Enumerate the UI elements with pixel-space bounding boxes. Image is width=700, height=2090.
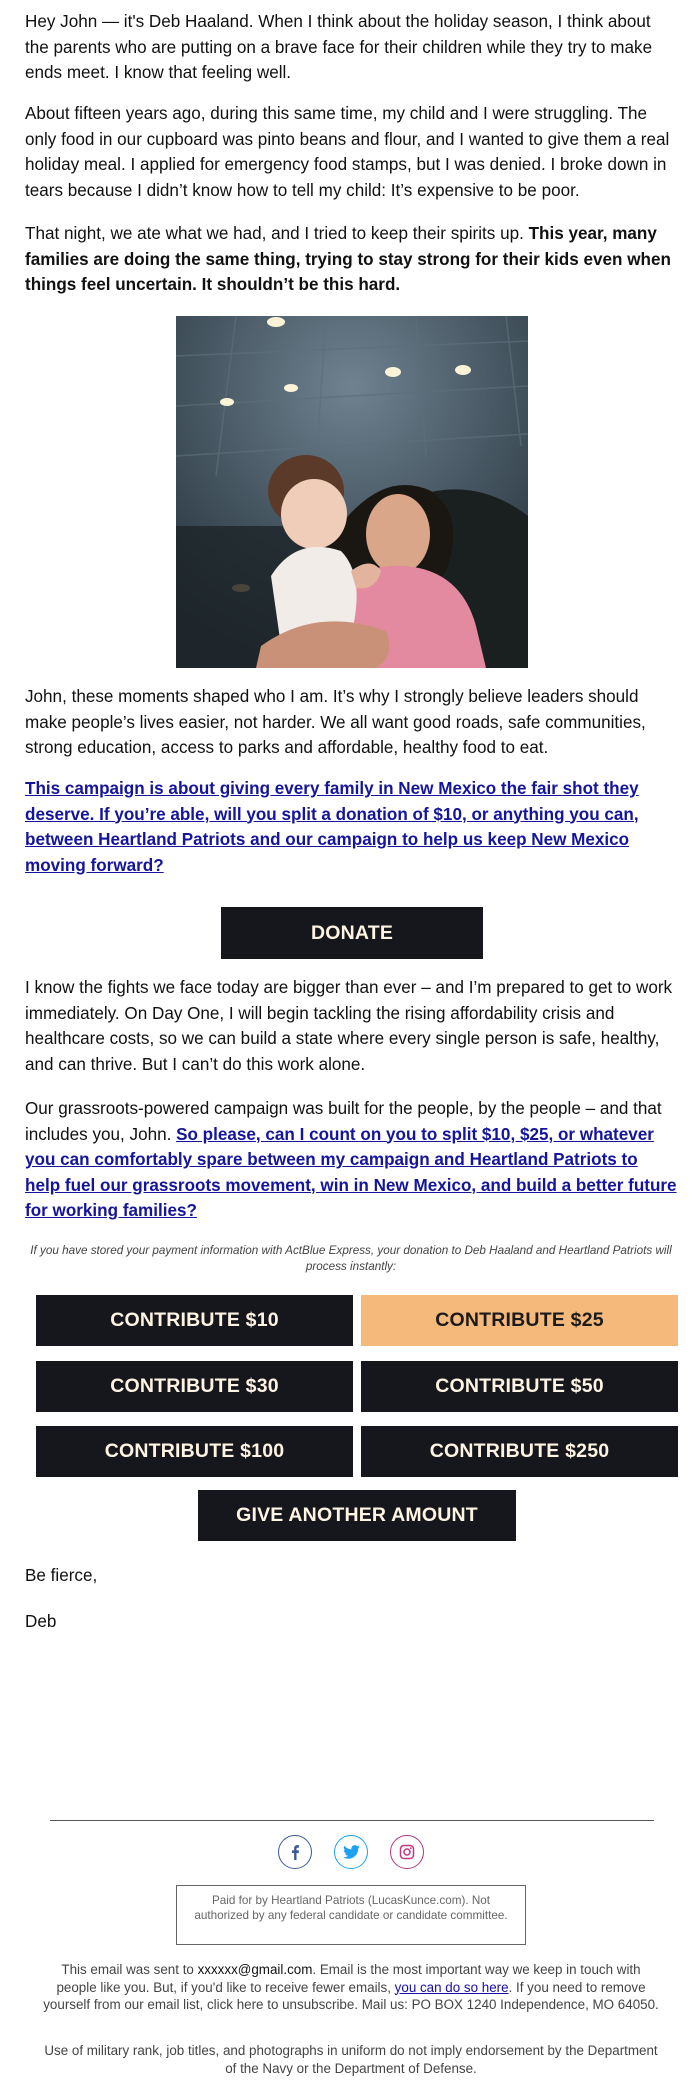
instagram-icon — [399, 1844, 415, 1860]
body-paragraph-link-1 — [25, 776, 677, 878]
facebook-link[interactable] — [278, 1835, 312, 1869]
paid-for-box: Paid for by Heartland Patriots (LucasKunce.com). Not authorized by any federal candidate or candidate committee. — [176, 1885, 526, 1945]
donation-ask-link-2[interactable]: So please, can I count on you to split $10, $25, or whatever you can comfortably spare between my campaign and Heartland Patriots to help fuel our grassroots movement, win in New Mexico, and build a better future for working families? — [25, 1124, 677, 1220]
facebook-icon — [287, 1844, 303, 1860]
body-paragraph-6 — [25, 1096, 677, 1224]
footer-sent-prefix: This email was sent to — [61, 1962, 198, 1977]
recipient-email: xxxxxx@gmail.com — [197, 1962, 313, 1977]
signoff-line: Be fierce, — [25, 1566, 98, 1585]
military-disclaimer: Use of military rank, job titles, and photographs in uniform do not imply endorsement by the Department of the Navy or the Department of Defense. — [44, 2043, 658, 2076]
footer-sent-suffix: . If you need to remove yourself from our email list, click here to unsubscribe. Mail us: PO BOX 1240 Independence, MO 64050. — [43, 1979, 659, 2012]
instagram-link[interactable] — [390, 1835, 424, 1869]
donation-ask-link-1[interactable]: This campaign is about giving every family in New Mexico the fair shot they deserve. If you’re able, will you split a donation of $10, or anything you can, between Heartland Patriots and our campaign to help us keep New Mexico moving forward? — [25, 779, 639, 875]
contribute-10-button[interactable]: CONTRIBUTE $10 — [36, 1295, 353, 1346]
body-paragraph-4: John, these moments shaped who I am. It’s why I strongly believe leaders should make people’s lives easier, not harder. We all want good roads, safe communities, strong education, access to parks and affordable, healthy food to eat. — [25, 687, 646, 757]
body-paragraph-5: I know the fights we face today are bigger than ever – and I’m prepared to get to work immediately. On Day One, I will begin tackling the rising affordability crisis and healthcare costs, so we can build a state where every single person is safe, healthy, and can thrive. But I can’t do this work alone. — [25, 978, 673, 1074]
fewer-emails-link[interactable]: you can do so here — [394, 1979, 509, 1995]
family-photo — [176, 316, 528, 668]
twitter-link[interactable] — [334, 1835, 368, 1869]
contribute-25-button[interactable]: CONTRIBUTE $25 — [361, 1295, 678, 1346]
donate-button[interactable]: DONATE — [221, 907, 483, 959]
body-paragraph-6-plain: Our grassroots-powered campaign was built for the people, by the people – and that includes you, John. — [25, 1099, 662, 1144]
contribute-50-button[interactable]: CONTRIBUTE $50 — [361, 1361, 678, 1412]
footer-divider — [50, 1820, 654, 1821]
intro-paragraph-3 — [25, 221, 677, 298]
twitter-icon — [343, 1845, 360, 1859]
contribute-250-button[interactable]: CONTRIBUTE $250 — [361, 1426, 678, 1477]
family-photo-image — [176, 316, 528, 668]
signoff-name: Deb — [25, 1612, 57, 1631]
footer-sent-mid: . Email is the most important way we keep in touch with people like you. But, if you'd like to receive fewer emails, — [56, 1962, 641, 1995]
actblue-express-disclaimer: If you have stored your payment information with ActBlue Express, your donation to Deb Haaland and Heartland Patriots will process instantly: — [30, 1244, 672, 1273]
intro-paragraph-1: Hey John — it's Deb Haaland. When I think about the holiday season, I think about the parents who are putting on a brave face for their children while they try to make ends meet. I know that feeling well. — [25, 12, 653, 82]
intro-paragraph-3-plain: That night, we ate what we had, and I tried to keep their spirits up. — [25, 224, 529, 243]
contribute-100-button[interactable]: CONTRIBUTE $100 — [36, 1426, 353, 1477]
give-another-amount-button[interactable]: GIVE ANOTHER AMOUNT — [198, 1490, 516, 1541]
intro-paragraph-3-bold: This year, many families are doing the same thing, trying to stay strong for their kids even when things feel uncertain. It shouldn’t be this hard. — [25, 224, 671, 294]
email-footer-notice — [40, 1961, 662, 2014]
contribute-30-button[interactable]: CONTRIBUTE $30 — [36, 1361, 353, 1412]
intro-paragraph-2: About fifteen years ago, during this same time, my child and I were struggling. The only food in our cupboard was pinto beans and flour, and I wanted to give them a real holiday meal. I applied for emergency food stamps, but I was denied. I broke down in tears because I didn’t know how to tell my child: It’s expensive to be poor. — [25, 104, 670, 200]
